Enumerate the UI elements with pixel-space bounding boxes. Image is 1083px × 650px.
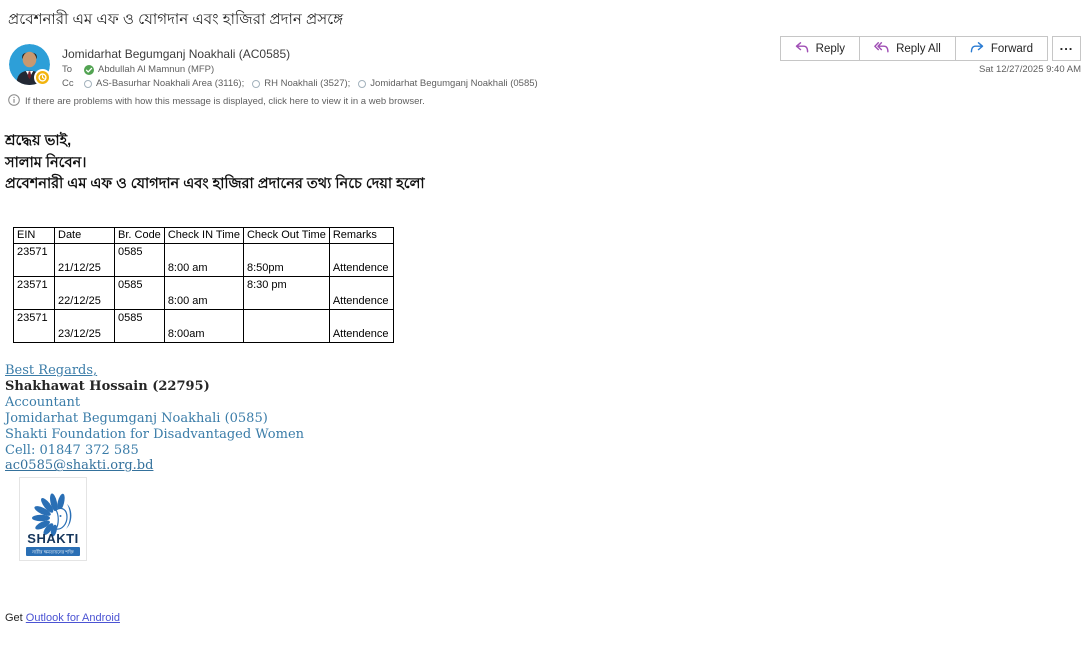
cc-recipient[interactable]: AS-Basurhar Noakhali Area (3116); — [96, 78, 245, 89]
cell-br-code: 0585 — [115, 310, 165, 343]
mobile-signature — [5, 612, 120, 624]
reply-label: Reply — [815, 42, 846, 55]
more-actions-button[interactable]: ... — [1052, 36, 1081, 61]
reply-all-button[interactable] — [860, 37, 956, 60]
table-header-row — [14, 228, 394, 244]
to-row — [62, 64, 214, 75]
cell-date: 21/12/25 — [55, 244, 115, 277]
signature-branch: Jomidarhat Begumganj Noakhali (0585) — [5, 410, 268, 426]
forward-icon — [970, 42, 984, 56]
presence-unknown-icon — [252, 80, 260, 88]
column-header-date: Date — [55, 228, 115, 244]
cell-ein: 23571 — [14, 310, 55, 343]
signature-name: Shakhawat Hossain (22795) — [5, 378, 210, 394]
forward-button[interactable] — [956, 37, 1047, 60]
cc-recipient[interactable]: RH Noakhali (3527); — [264, 78, 351, 89]
outlook-for-android-link[interactable]: Outlook for Android — [25, 612, 120, 624]
reply-icon — [795, 42, 809, 56]
cell-check-in: 8:00am — [164, 310, 243, 343]
cell-br-code: 0585 — [115, 244, 165, 277]
table-row — [14, 310, 394, 343]
cc-label: Cc — [62, 78, 74, 89]
email-signature — [5, 363, 304, 474]
cell-check-out: 8:30 pm — [243, 277, 329, 310]
message-body — [5, 131, 425, 196]
signature-title: Accountant — [5, 394, 81, 410]
clock-icon — [38, 73, 47, 82]
to-recipient[interactable]: Abdullah Al Mamnun (MFP) — [98, 64, 215, 75]
signature-organization: Shakti Foundation for Disadvantaged Women — [5, 426, 305, 442]
cell-check-in: 8:00 am — [164, 244, 243, 277]
message-toolbar — [780, 36, 1081, 61]
received-date: Sat 12/27/2025 9:40 AM — [979, 64, 1081, 75]
cell-check-in: 8:00 am — [164, 277, 243, 310]
body-intro: প্রবেশনারী এম এফ ও যোগদান এবং হাজিরা প্রদানের তথ্য নিচে দেয়া হলো — [5, 176, 425, 192]
presence-available-icon — [84, 65, 94, 75]
cc-recipient[interactable]: Jomidarhat Begumganj Noakhali (0585) — [370, 78, 538, 89]
body-salutation: সালাম নিবেন। — [5, 154, 87, 171]
presence-unknown-icon — [84, 80, 92, 88]
signature-cell: Cell: 01847 372 585 — [5, 442, 139, 458]
info-bar-text: If there are problems with how this message is displayed, click here to view it in a web browser. — [25, 96, 425, 107]
table-row — [14, 244, 394, 277]
email-subject: প্রবেশনারী এম এফ ও যোগদান এবং হাজিরা প্রদান প্রসঙ্গে — [8, 11, 344, 28]
logo-tagline: নারীর ক্ষমতায়নের শক্তি — [32, 549, 74, 555]
cc-row — [62, 78, 538, 89]
reply-all-icon — [874, 42, 889, 56]
cell-ein: 23571 — [14, 244, 55, 277]
info-icon — [8, 94, 20, 109]
cell-remarks: Attendence — [329, 277, 393, 310]
logo-wordmark: SHAKTI — [27, 531, 79, 546]
cell-date: 23/12/25 — [55, 310, 115, 343]
cell-ein: 23571 — [14, 277, 55, 310]
column-header-check-in: Check IN Time — [164, 228, 243, 244]
attendance-table — [13, 227, 394, 343]
cell-date: 22/12/25 — [55, 277, 115, 310]
message-info-bar[interactable] — [8, 94, 425, 109]
cell-check-out — [243, 310, 329, 343]
footer-prefix: Get — [5, 612, 26, 624]
body-greeting: শ্রদ্ধেয় ভাই, — [5, 133, 72, 149]
reply-all-label: Reply All — [896, 42, 941, 55]
forward-label: Forward — [990, 42, 1033, 55]
reply-button[interactable] — [781, 37, 860, 60]
presence-unknown-icon — [358, 80, 366, 88]
column-header-br-code: Br. Code — [115, 228, 165, 244]
shakti-logo-image — [20, 478, 86, 560]
away-status-badge — [34, 69, 51, 86]
cell-check-out: 8:50pm — [243, 244, 329, 277]
cell-remarks: Attendence — [329, 244, 393, 277]
cell-br-code: 0585 — [115, 277, 165, 310]
signature-regards: Best Regards, — [5, 363, 98, 378]
cell-remarks: Attendence — [329, 310, 393, 343]
sender-name[interactable]: Jomidarhat Begumganj Noakhali (AC0585) — [62, 47, 291, 61]
column-header-check-out: Check Out Time — [243, 228, 329, 244]
reply-button-group — [780, 36, 1048, 61]
table-row — [14, 277, 394, 310]
signature-email-link[interactable]: ac0585@shakti.org.bd — [5, 458, 154, 474]
column-header-remarks: Remarks — [329, 228, 393, 244]
to-label: To — [62, 64, 73, 75]
column-header-ein: EIN — [14, 228, 55, 244]
shakti-logo — [19, 477, 87, 561]
